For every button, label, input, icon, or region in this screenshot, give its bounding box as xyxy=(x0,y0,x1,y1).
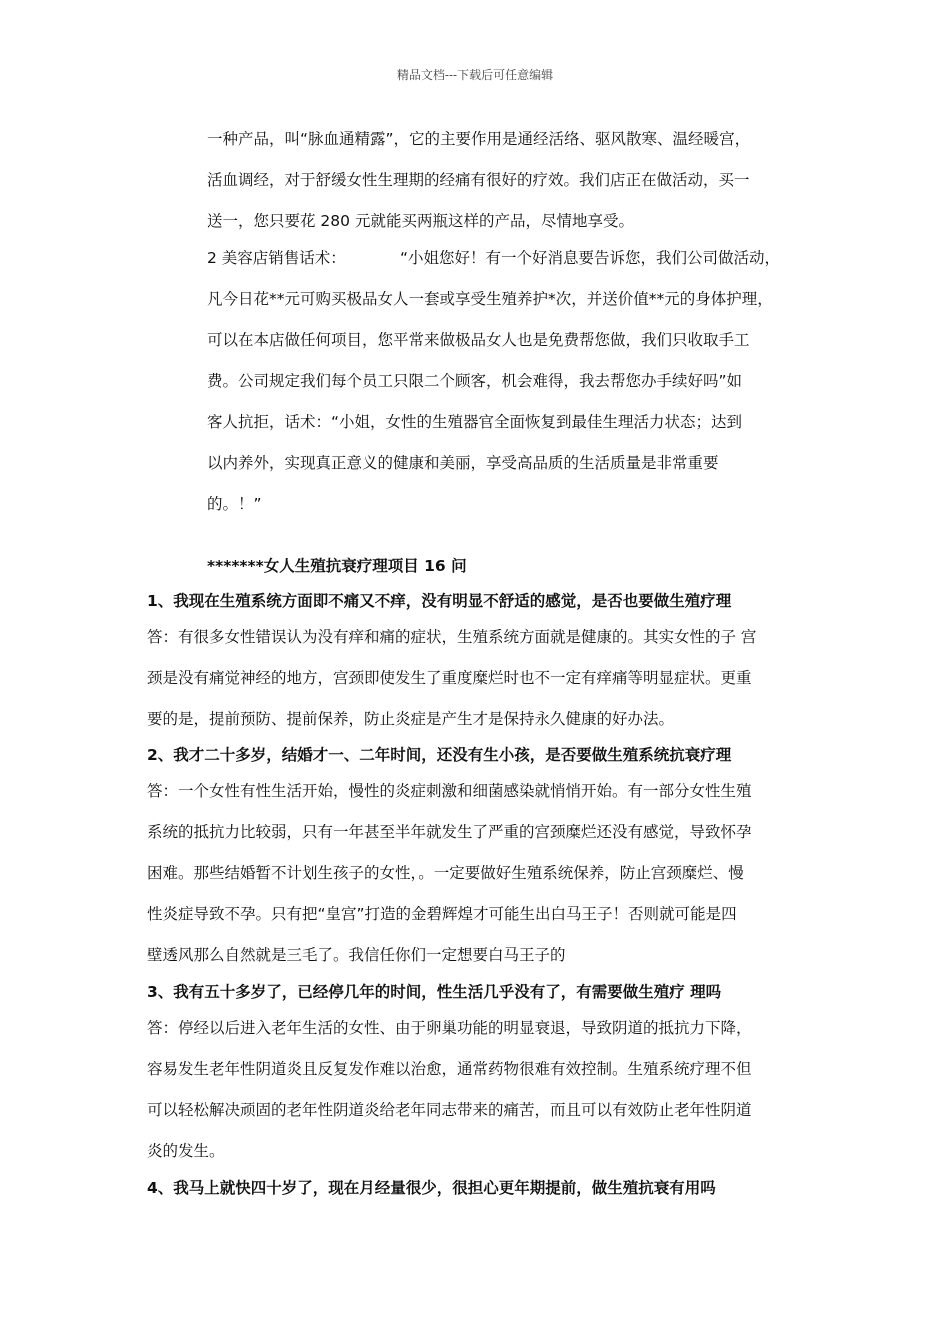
question: 2、我才二十多岁，结婚才一、二年时间，还没有生小孩，是否要做生殖系统抗衰疗理 xyxy=(147,746,732,764)
section-title: *******女人生殖抗衰疗理项目 16 问 xyxy=(207,557,467,575)
section2-line: 的。！” xyxy=(207,495,262,513)
answer-line: 系统的抵抗力比较弱，只有一年甚至半年就发生了严重的宫颈糜烂还没有感觉，导致怀孕 xyxy=(147,823,752,841)
section2-line: 可以在本店做任何项目，您平常来做极品女人也是免费帮您做，我们只收取手工 xyxy=(207,331,750,349)
answer-line: 颈是没有痛觉神经的地方，宫颈即使发生了重度糜烂时也不一定有痒痛等明显症状。更重 xyxy=(147,669,752,687)
section2-line: 费。公司规定我们每个员工只限二个顾客，机会难得，我去帮您办手续好吗”如 xyxy=(207,372,743,390)
answer-line: 答：一个女性有性生活开始，慢性的炎症刺激和细菌感染就悄悄开始。有一部分女性生殖 xyxy=(147,782,752,800)
section2-line: 以内养外，实现真正意义的健康和美丽，享受高品质的生活质量是非常重要 xyxy=(207,454,719,472)
question: 1、我现在生殖系统方面即不痛又不痒，没有明显不舒适的感觉，是否也要做生殖疗理 xyxy=(147,592,732,610)
section2-line: 凡今日花**元可购买极品女人一套或享受生殖养护*次，并送价值**元的身体护理， xyxy=(207,290,773,308)
section2-line: “小姐您好！有一个好消息要告诉您，我们公司做活动， xyxy=(400,249,781,267)
intro-line: 送一，您只要花 280 元就能买两瓶这样的产品，尽情地享受。 xyxy=(207,212,634,230)
question: 3、我有五十多岁了，已经停几年的时间，性生活几乎没有了，有需要做生殖疗 理吗 xyxy=(147,983,722,1001)
intro-line: 一种产品，叫“脉血通精露”，它的主要作用是通经活络、驱风散寒、温经暖宫， xyxy=(207,130,751,148)
question: 4、我马上就快四十岁了，现在月经量很少，很担心更年期提前，做生殖抗衰有用吗 xyxy=(147,1179,716,1197)
answer-line: 要的是，提前预防、提前保养，防止炎症是产生才是保持永久健康的好办法。 xyxy=(147,710,675,728)
answer-line: 答：停经以后进入老年生活的女性、由于卵巢功能的明显衰退，导致阴道的抵抗力下降， xyxy=(147,1019,752,1037)
answer-line: 炎的发生。 xyxy=(147,1142,225,1160)
answer-line: 性炎症导致不孕。只有把“皇宫”打造的金碧辉煌才可能生出白马王子！否则就可能是四 xyxy=(147,905,737,923)
intro-line: 活血调经，对于舒缓女性生理期的经痛有很好的疗效。我们店正在做活动，买一 xyxy=(207,171,750,189)
section2-label: 2 美容店销售话术： xyxy=(207,249,346,267)
section2-line: 客人抗拒，话术：“小姐，女性的生殖器官全面恢复到最佳生理活力状态；达到 xyxy=(207,413,743,431)
answer-line: 壁透风那么自然就是三毛了。我信任你们一定想要白马王子的 xyxy=(147,946,566,964)
answer-line: 容易发生老年性阴道炎且反复发作难以治愈，通常药物很难有效控制。生殖系统疗理不但 xyxy=(147,1060,752,1078)
page-header: 精品文档---下载后可任意编辑 xyxy=(396,68,554,82)
answer-line: 困难。那些结婚暂不计划生孩子的女性，。一定要做好生殖系统保养，防止宫颈糜烂、慢 xyxy=(147,864,744,882)
answer-line: 可以轻松解决顽固的老年性阴道炎给老年同志带来的痛苦，而且可以有效防止老年性阴道 xyxy=(147,1101,752,1119)
answer-line: 答：有很多女性错误认为没有痒和痛的症状，生殖系统方面就是健康的。其实女性的子 宫 xyxy=(147,628,757,646)
